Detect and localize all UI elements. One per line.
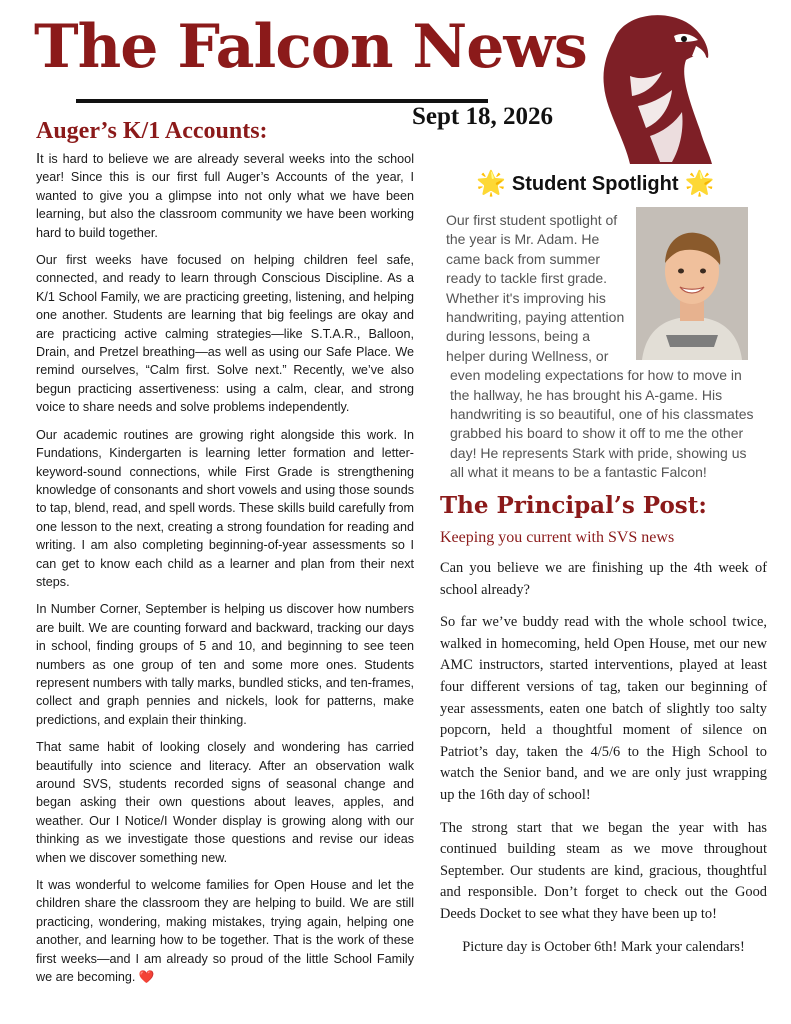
issue-date: Sept 18, 2026 (412, 103, 553, 130)
star-icon: 🌟 (684, 170, 715, 197)
k1-accounts-column (36, 150, 414, 995)
principal-paragraph: The strong start that we began the year with has continued building steam as we move throughout September. Our students are kind, gracious, thoughtful and responsible. Don’t forget to check out the Good Deeds Docket to see what they have been up to! (440, 819, 767, 922)
principal-paragraph: So far we’ve buddy read with the whole school twice, walked in homecoming, held Open House, met our new AMC instructors, started interventions, played at least four different versions of tag, taken our beginning of year assessments, eaten one batch of slightly too salty popcorn, held a thoughtful moment of silence on Patriot’s day, taken the 4/5/6 to the High School to watch the Senior band, and we are only just wrapping up the 16th day of school! (440, 614, 767, 803)
principal-column (440, 558, 767, 969)
spotlight-text-wrapped: Our first student spotlight of the year is Mr. Adam. He came back from summer ready to tackle first grade. Whether it's improving his handwriting, paying attention during lessons, being a helper during Wellness, or (446, 212, 625, 364)
spotlight-text-rest: even modeling expectations for how to move in the hallway, he has brought his A-game. His handwriting is so beautiful, one of his classmates grabbed his board to show it off to me the other day! He represents Stark with pride, showing us all what it means to be a fantastic Falcon! (450, 367, 754, 481)
k1-accounts-heading: Auger’s K/1 Accounts: (36, 118, 268, 144)
principal-subheading: Keeping you current with SVS news (440, 529, 675, 546)
k1-last-text: It was wonderful to welcome families for Open House and let the children share the classroom they are helping to build. We are still practicing, wondering, making mistakes, trying again, helping one another, and learning how to be together. That is the work of these first weeks—and I am already so proud of the little School Family we are becoming. (36, 878, 414, 985)
picture-day-note: Picture day is October 6th! Mark your calendars! (462, 938, 745, 955)
newsletter-title: The Falcon News (34, 12, 587, 82)
heart-icon: ❤️ (138, 970, 155, 985)
principal-heading: The Principal’s Post: (440, 492, 707, 519)
k1-paragraph: It is hard to believe we are already several weeks into the school year! Since this is our first full Auger’s Accounts of the year, I wanted to give you a glimpse into not only what we have been learning, but also the classroom community we have been working hard to build together. (36, 150, 414, 240)
k1-paragraph: In Number Corner, September is helping us discover how numbers are built. We are counting forward and backward, tracking our days in school, finding groups of 5 and 10, and beginning to see teen numbers as one group of ten and some more ones. Students represent numbers with tally marks, bundled sticks, and ten-frames, collect and graph pennies and nickels, look for patterns, make predictions, and explain their thinking. (36, 602, 414, 727)
principal-paragraph: Can you believe we are finishing up the 4th week of school already? (440, 560, 767, 598)
k1-paragraph: Our first weeks have focused on helping children feel safe, connected, and ready to learn through Conscious Discipline. As a K/1 School Family, we are practicing greeting, listening, and helping one another. Students are learning that big feelings are okay and are practicing active calming strategies—like S.T.A.R., Balloon, Drain, and Pretzel breathing—as well as using our Safe Place. We remind ourselves, “Calm first. Solve next.” Recently, we’ve also begun practicing assertiveness: using a calm, clear, and strong voice to share needs and solve problems independently. (36, 253, 414, 415)
spotlight-heading (476, 172, 714, 196)
spotlight-title-text: Student Spotlight (511, 172, 679, 195)
k1-paragraph-last (36, 876, 414, 986)
star-icon: 🌟 (476, 170, 506, 197)
k1-paragraph: That same habit of looking closely and wondering has carried beautifully into science and literacy. After an observation walk around SVS, students recorded signs of seasonal change and began asking their own questions about leaves, apples, and weather. Our I Notice/I Wonder display is growing along with our thinking as we investigate those questions and revise our ideas when we discover something new. (36, 740, 414, 865)
spotlight-text (446, 211, 754, 483)
k1-paragraph: Our academic routines are growing right alongside this work. In Fundations, Kindergarten is learning letter formation and letter-keyword-sound connections, while First Grade is strengthening knowledge of consonants and short vowels and using those sounds to tap, blend, read, and spell words. These skills build carefully from one lesson to the next, creating a strong foundation for reading and writing. I am also completing beginning-of-year assessments so I can get to know each child as a learner and plan from their next steps. (36, 427, 414, 589)
falcon-logo-icon (600, 6, 712, 164)
